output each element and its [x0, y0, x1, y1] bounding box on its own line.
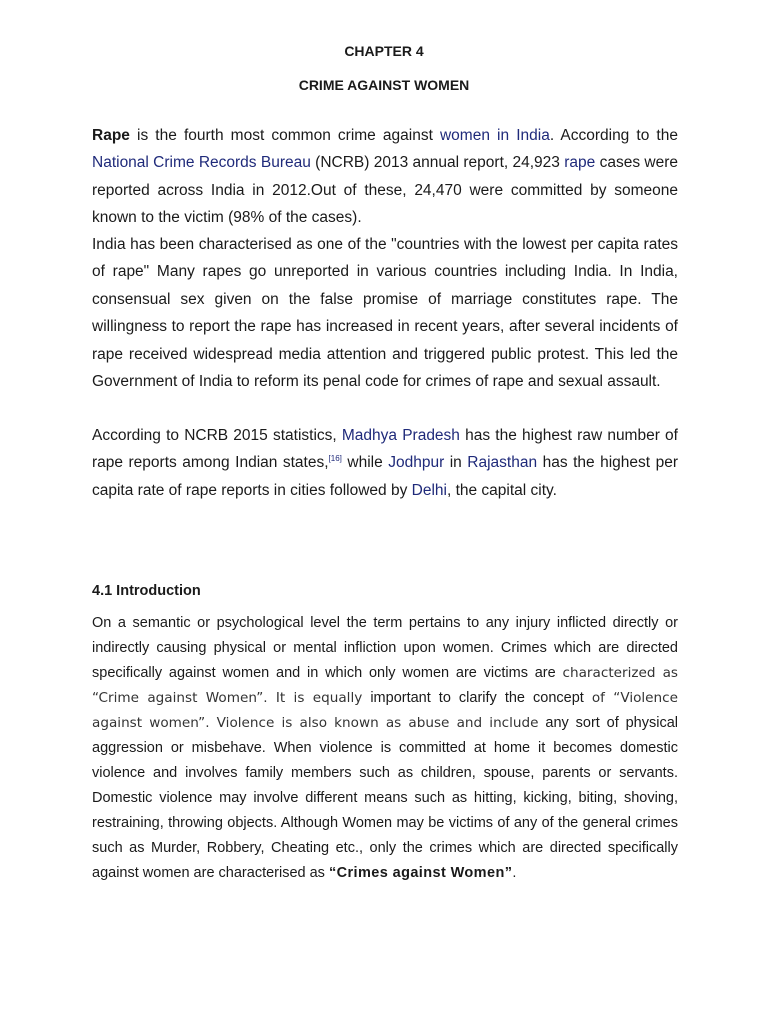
para3-text-1: According to NCRB 2015 statistics,	[92, 427, 342, 444]
paragraph-introduction	[92, 611, 678, 886]
paragraph-ncrb-2015	[92, 422, 678, 504]
link-delhi[interactable]: Delhi	[411, 481, 447, 499]
para1-text-2: . According to the	[549, 127, 678, 144]
para3-text-3: while	[341, 454, 389, 472]
intro-text-3: important to clarify the concept	[362, 690, 592, 706]
para3-text-4: in	[444, 454, 468, 472]
link-rajasthan[interactable]: Rajasthan	[467, 454, 538, 472]
rape-bold-term: Rape	[92, 127, 130, 144]
intro-text-5: any sort of physical aggression or misbehave. When violence is committed at home it becomes domestic violence and involves family members such as children, spouse, parents or servants. Domestic violence may involve different means such as hitting, kicking, biting, shoving, restraining, throwing objects. Although Women may be victims of any of the general crimes such as Murder, Robbery, Cheating etc., only the crimes which are directed specifically against women are characterised as	[92, 715, 678, 881]
para3-text-6: , the capital city.	[446, 481, 557, 499]
link-ncrb[interactable]: National Crime Records Bureau	[92, 154, 311, 172]
intro-text-2: characterized as “Crime against Women”. It is equally	[92, 665, 679, 706]
para1-text-1: is the fourth most common crime against	[129, 127, 440, 144]
intro-text-4: of “Violence against women”. Violence is also known as abuse and include	[92, 690, 679, 731]
para3-text-2: has the highest raw number of rape reports among Indian states,	[92, 427, 678, 472]
section-heading: 4.1 Introduction	[92, 583, 201, 599]
paragraph-rape-statistics	[92, 122, 678, 232]
intro-text-1: On a semantic or psychological level the term pertains to any injury inflicted directly or indirectly causing physical or mental infliction upon women. Crimes which are directed specifically against women and in which only women are victims are	[92, 615, 678, 681]
para1-text-4: cases were reported across India in 2012.Out of these, 24,470 were committed by someone known to the victim (98% of the cases).	[92, 154, 678, 227]
crimes-against-women-term: “Crimes against Women”	[328, 865, 513, 881]
link-rape[interactable]: rape	[564, 154, 596, 172]
link-madhya-pradesh[interactable]: Madhya Pradesh	[341, 427, 460, 444]
intro-text-6: .	[512, 865, 517, 881]
link-jodhpur[interactable]: Jodhpur	[388, 454, 445, 472]
chapter-title: CRIME AGAINST WOMEN	[298, 77, 470, 93]
chapter-number: CHAPTER 4	[344, 43, 424, 59]
paragraph-india-characterised: India has been characterised as one of the "countries with the lowest per capita rates of rape" Many rapes go unreported in various countries including India. In India, consensual sex given on the false promise of marriage constitutes rape. The willingness to report the rape has increased in recent years, after several incidents of rape received widespread media attention and triggered public protest. This led the Government of India to reform its penal code for crimes of rape and sexual assault.	[92, 236, 678, 391]
reference-16[interactable]: [16]	[328, 454, 342, 464]
link-women-in-india[interactable]: women in India	[439, 127, 550, 144]
para1-text-3: (NCRB) 2013 annual report, 24,923	[310, 154, 565, 172]
para3-text-5: has the highest per capita rate of rape reports in cities followed by	[92, 454, 679, 499]
